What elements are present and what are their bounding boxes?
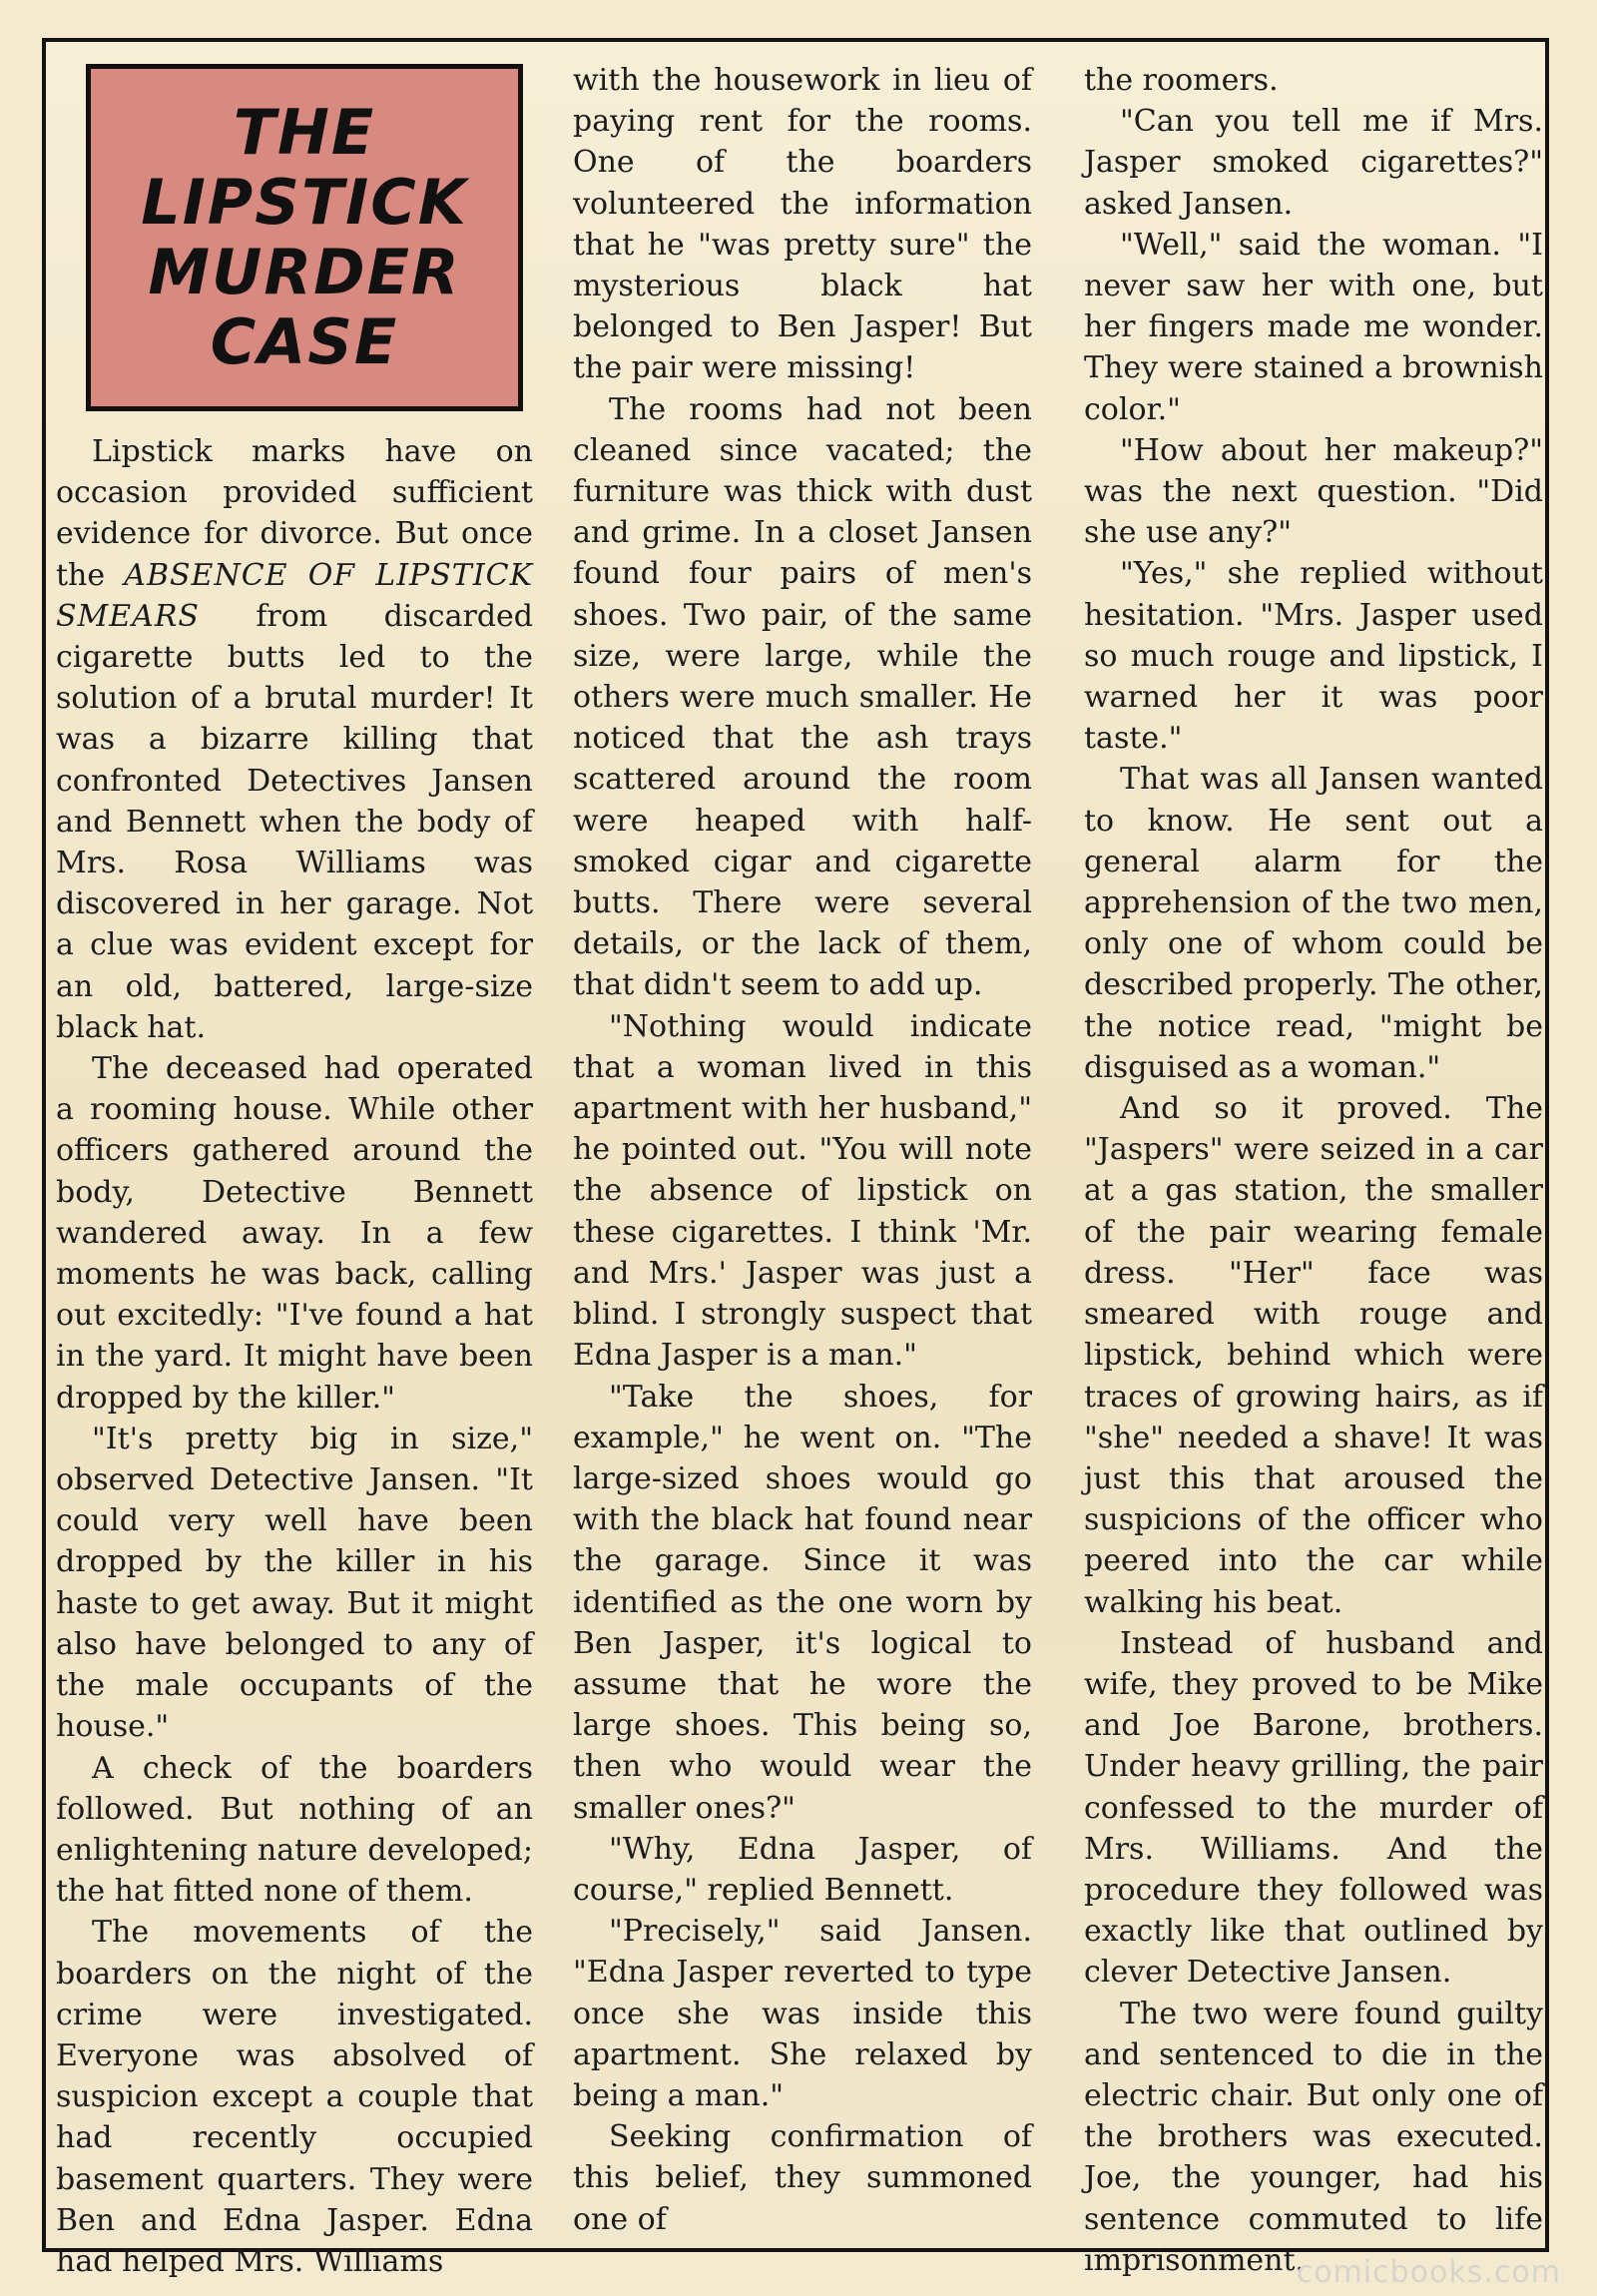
paragraph: The deceased had operated a rooming house. While other officers gathered around the body, Detective Bennett wandered away. In a few moments he was back, calling out excitedly: "I've found a hat in the yard. It might have been dropped by the killer." xyxy=(56,1051,533,1416)
paragraph: "Why, Edna Jasper, of course," replied Bennett. xyxy=(573,1831,1032,1908)
paragraph: "Yes," she replied without hesitation. "Mrs. Jasper used so much rouge and lipstick, I warned her it was poor taste." xyxy=(1084,556,1543,757)
paragraph: with the housework in lieu of paying rent for the rooms. One of the boarders volunteered the information that he "was pretty sure" the mysterious black hat belonged to Ben Jasper! But the pair were missing! xyxy=(573,63,1032,386)
paragraph: The two were found guilty and sentenced to die in the electric chair. But only one of the brothers was executed. Joe, the younger, had his sentence commuted to life imprisonment. xyxy=(1084,1996,1543,2278)
text-column-3 xyxy=(1084,60,1543,2281)
paragraph: "How about her makeup?" was the next question. "Did she use any?" xyxy=(1084,432,1543,551)
paragraph: Instead of husband and wife, they proved to be Mike and Joe Barone, brothers. Under heavy grilling, the pair confessed to the murder of Mrs. Williams. And the procedure they followed was exactly like that outlined by clever Detective Jansen. xyxy=(1084,1625,1543,1991)
paragraph: "Can you tell me if Mrs. Jasper smoked cigarettes?" asked Jansen. xyxy=(1084,104,1543,222)
paragraph: And so it proved. The "Jaspers" were seized in a car at a gas station, the smaller of the pair wearing female dress. "Her" face was smeared with rouge and lipstick, behind which were traces of growing hairs, as if "she" needed a shave! It was just this that aroused the suspicions of the officer who peered into the car while walking his beat. xyxy=(1084,1091,1543,1620)
text-column-1 xyxy=(56,431,533,2282)
paragraph: Lipstick marks have on occasion provided sufficient evidence for divorce. But once the ABSENCE OF LIPSTICK SMEARS from discarded cigarette butts led to the solution of a brutal murder! It was a bizarre killing that confronted Detectives Jansen and Bennett when the body of Mrs. Rosa Williams was discovered in her garage. Not a clue was evident except for an old, battered, large-size black hat. xyxy=(56,434,534,1045)
paragraph: "Precisely," said Jansen. "Edna Jasper reverted to type once she was inside this apartment. She relaxed by being a man." xyxy=(573,1914,1032,2113)
paragraph: The rooms had not been cleaned since vacated; the furniture was thick with dust and grime. In a closet Jansen found four pairs of men's shoes. Two pair, of the same size, were large, while the others were much smaller. He noticed that the ash trays scattered around the room were heaped with half-smoked cigar and cigarette butts. There were several details, or the lack of them, that didn't seem to add up. xyxy=(573,391,1032,1003)
paragraph: "Nothing would indicate that a woman lived in this apartment with her husband," he pointed out. "You will note the absence of lipstick on these cigarettes. I think 'Mr. and Mrs.' Jasper was just a blind. I strongly suspect that Edna Jasper is a man." xyxy=(573,1008,1032,1374)
paragraph: A check of the boarders followed. But nothing of an enlightening nature developed; the hat fitted none of them. xyxy=(56,1750,533,1910)
title-line-3: MURDER xyxy=(148,236,461,308)
paragraph: "It's pretty big in size," observed Detective Jansen. "It could very well have been dropped by the killer in his haste to get away. But it might also have belonged to any of the male occupants of the house." xyxy=(56,1421,533,1745)
title-line-1: THE xyxy=(233,96,376,169)
paragraph: the roomers. xyxy=(1084,63,1279,98)
paragraph: That was all Jansen wanted to know. He sent out a general alarm for the apprehension of the two men, only one of whom could be described properly. The other, the notice read, "might be disguised as a woman." xyxy=(1084,762,1543,1085)
site-watermark: comicbooks.com xyxy=(1296,2255,1561,2290)
paragraph: Seeking confirmation of this belief, they summoned one of xyxy=(573,2119,1032,2237)
emphasis-text: ABSENCE OF LIPSTICK SMEARS xyxy=(56,557,534,634)
text-column-2 xyxy=(573,60,1032,2240)
title-panel xyxy=(86,64,523,411)
title-line-2: LIPSTICK xyxy=(141,166,468,239)
paragraph: The movements of the boarders on the night of the crime were investigated. Everyone was absolved of suspicion except a couple that had recently occupied basement quarters. They were Ben and Edna Jasper. Edna had helped Mrs. Williams xyxy=(56,1915,533,2279)
title-line-4: CASE xyxy=(210,305,399,378)
paragraph: "Take the shoes, for example," he went on. "The large-sized shoes would go with the black hat found near the garage. Since it was identified as the one worn by Ben Jasper, it's logical to assume that he wore the large shoes. This being so, then who would wear the smaller ones?" xyxy=(573,1379,1032,1826)
paragraph: "Well," said the woman. "I never saw her with one, but her fingers made me wonder. They were stained a brownish color." xyxy=(1084,227,1543,427)
